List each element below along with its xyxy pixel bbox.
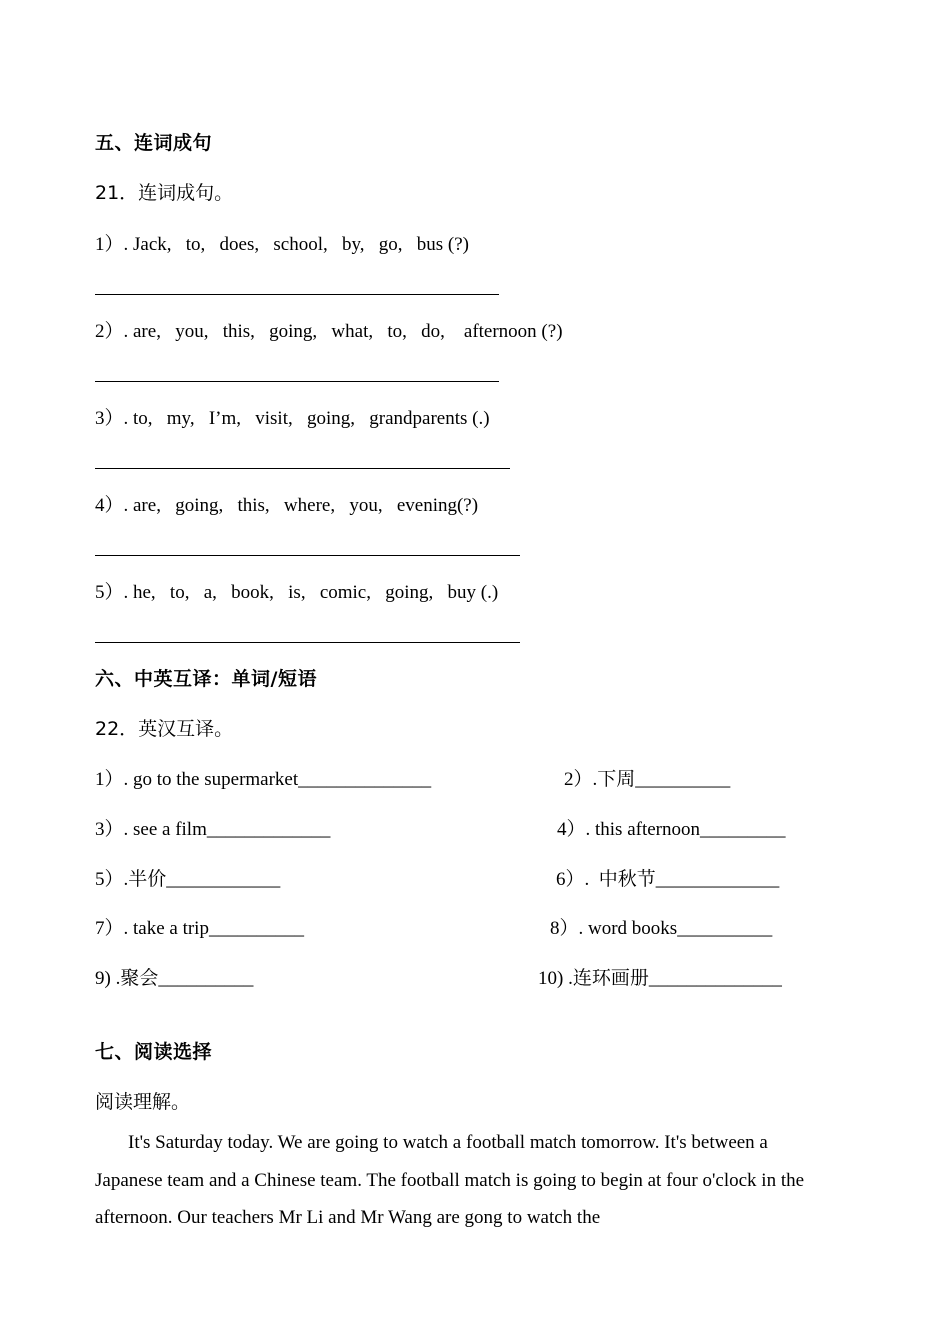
section-6-title: 六、中英互译：单词/短语 <box>95 668 317 690</box>
translate-item-4: 4）. this afternoon_________ <box>557 819 786 840</box>
question-22-title: 22．英汉互译。 <box>95 718 234 740</box>
section-5-title: 五、连词成句 <box>95 132 213 154</box>
translate-item-6: 6）. 中秋节_____________ <box>556 869 780 890</box>
translate-item-10: 10) .连环画册______________ <box>538 968 782 989</box>
answer-line-5[interactable] <box>95 642 520 643</box>
reorder-item-2: 2）. are, you, this, going, what, to, do, afternoon (?) <box>95 321 563 342</box>
translate-item-5: 5）.半价____________ <box>95 869 281 890</box>
reorder-item-5: 5）. he, to, a, book, is, comic, going, buy (.) <box>95 582 499 603</box>
reorder-item-1: 1）. Jack, to, does, school, by, go, bus (?) <box>95 234 469 255</box>
answer-line-4[interactable] <box>95 555 520 556</box>
answer-line-2[interactable] <box>95 381 499 382</box>
answer-line-1[interactable] <box>95 294 499 295</box>
reading-passage: It's Saturday today. We are going to watch a football match tomorrow. It's between a Japanese team and a Chinese team. The football match is going to begin at four o'clock in the afternoon. Our teachers Mr Li and Mr Wang are gong to watch the <box>95 1132 805 1228</box>
reading-instruction: 阅读理解。 <box>95 1091 191 1113</box>
translate-item-3: 3）. see a film_____________ <box>95 819 331 840</box>
question-21-title: 21．连词成句。 <box>95 182 234 204</box>
translate-item-7: 7）. take a trip__________ <box>95 918 304 939</box>
answer-line-3[interactable] <box>95 468 510 469</box>
translate-item-2: 2）.下周__________ <box>564 769 731 790</box>
translate-item-9: 9) .聚会__________ <box>95 968 254 989</box>
translate-item-1: 1）. go to the supermarket______________ <box>95 769 432 790</box>
reorder-item-3: 3）. to, my, I’m, visit, going, grandparents (.) <box>95 408 490 429</box>
section-7-title: 七、阅读选择 <box>95 1041 213 1063</box>
reorder-item-4: 4）. are, going, this, where, you, evening(?) <box>95 495 479 516</box>
translate-item-8: 8）. word books__________ <box>550 918 773 939</box>
